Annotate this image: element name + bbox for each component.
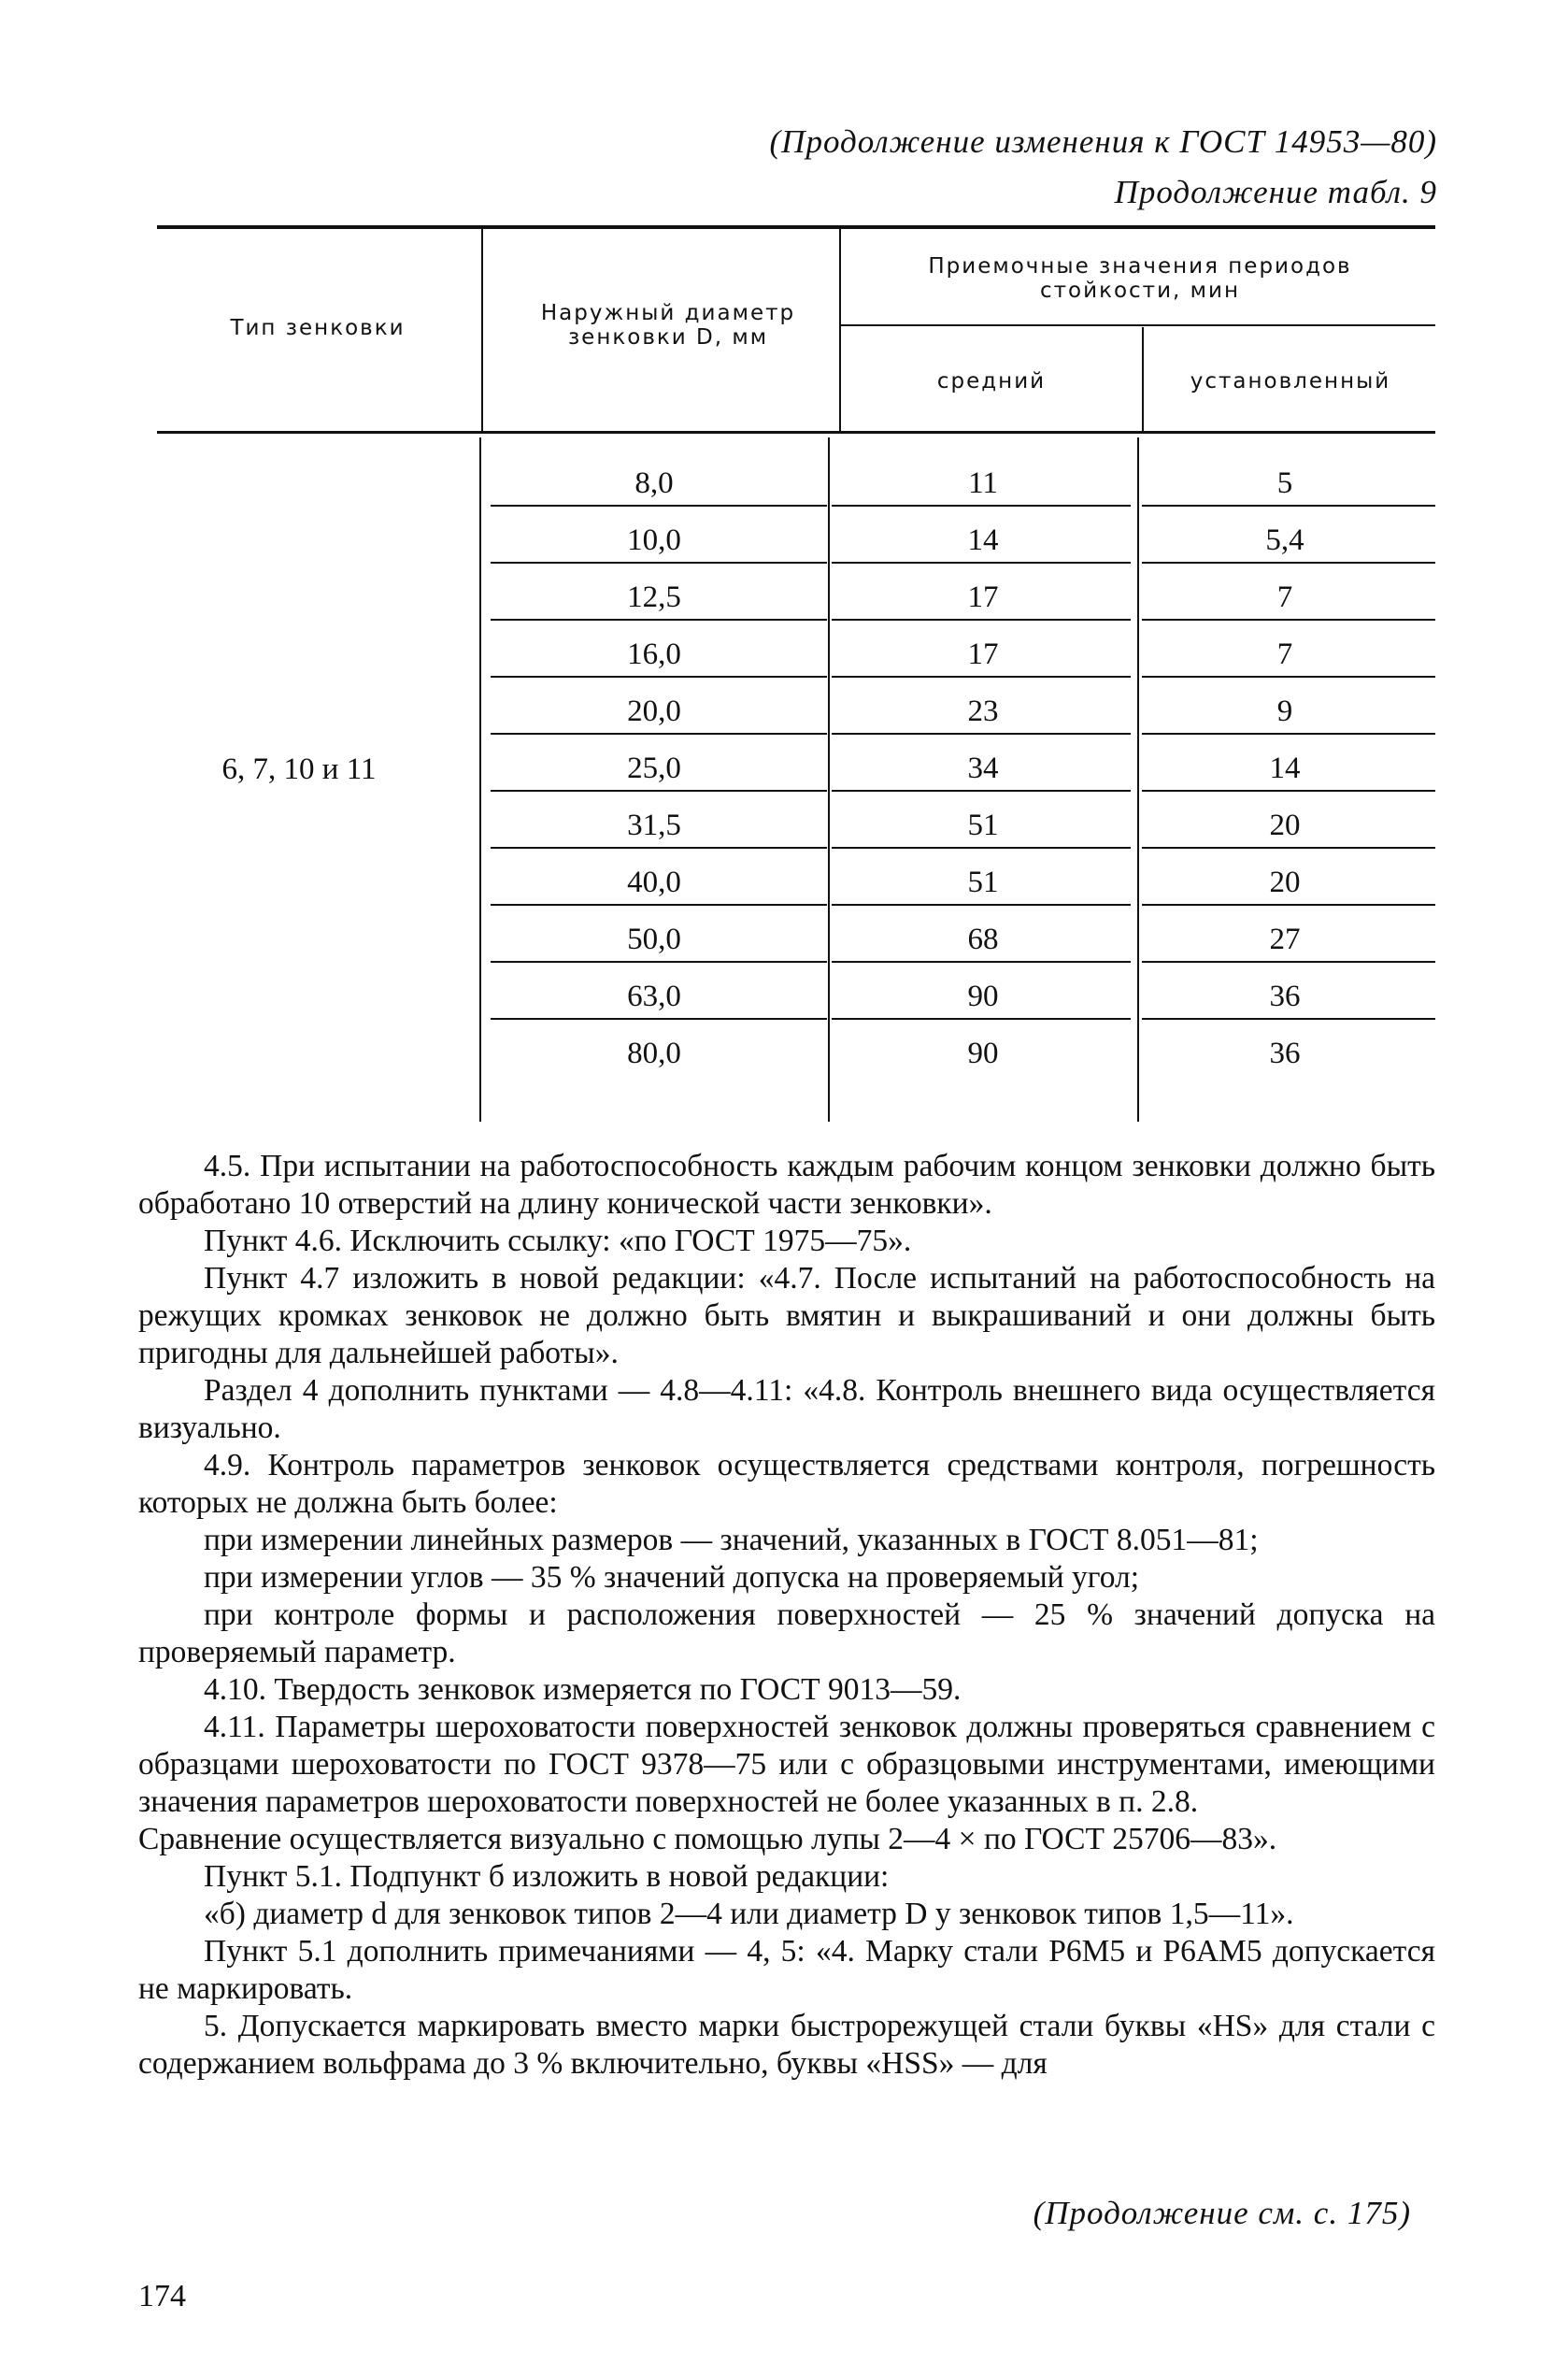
paragraph: при контроле формы и расположения поверхностей — 25 % значений допуска на проверяемый параметр.	[138, 1597, 1435, 1669]
type-cell: 6, 7, 10 и 11	[221, 752, 377, 786]
row-rule	[491, 790, 827, 792]
diameter-cell: 50,0	[627, 923, 681, 956]
row-rule	[491, 904, 827, 906]
row-rule	[1142, 904, 1435, 906]
set-cell: 14	[1269, 752, 1301, 785]
row-rule	[491, 676, 827, 678]
paragraph: при измерении линейных размеров — значений, указанных в ГОСТ 8.051—81;	[204, 1523, 1259, 1557]
set-cell: 7	[1276, 637, 1293, 671]
table-continuation-label: Продолжение табл. 9	[1114, 174, 1437, 210]
paragraph: 5. Допускается маркировать вместо марки быстрорежущей стали буквы «HS» для стали с содержанием вольфрама до 3 % включительно, буквы «HSS» — для	[138, 2009, 1435, 2081]
row-rule	[832, 562, 1131, 564]
row-rule	[1142, 1018, 1435, 1020]
row-rule	[491, 733, 827, 735]
paragraph: при измерении углов — 35 % значений допуска на проверяемый угол;	[204, 1560, 1140, 1595]
paragraph: Пункт 5.1 дополнить примечаниями — 4, 5: «4. Марку стали Р6М5 и Р6АМ5 допускается не маркировать.	[138, 1934, 1435, 2006]
diameter-cell: 16,0	[627, 637, 681, 671]
paragraph: Пункт 4.7 изложить в новой редакции: «4.7. После испытаний на работоспособность на режущих кромках зенковок не должно быть вмятин и выкрашиваний и они должны быть пригодны для дальнейшей работы».	[138, 1261, 1435, 1370]
row-rule	[1142, 676, 1435, 678]
set-cell: 20	[1269, 809, 1301, 842]
row-rule	[1142, 505, 1435, 507]
row-rule	[491, 847, 827, 849]
mean-cell: 51	[967, 866, 999, 899]
body-divider-2	[828, 437, 830, 1122]
row-rule	[832, 733, 1131, 735]
row-rule	[1142, 961, 1435, 963]
paragraph: Сравнение осуществляется визуально с помощью лупы 2—4 × по ГОСТ 25706—83».	[138, 1822, 1277, 1856]
mean-cell: 17	[967, 580, 999, 614]
mean-cell: 68	[967, 923, 999, 956]
row-rule	[491, 562, 827, 564]
paragraph: Пункт 4.6. Исключить ссылку: «по ГОСТ 1975—75».	[204, 1224, 912, 1258]
row-rule	[832, 847, 1131, 849]
diameter-cell: 8,0	[634, 466, 674, 500]
mean-cell: 23	[967, 695, 999, 728]
set-cell: 36	[1269, 1037, 1301, 1070]
paragraph: 4.10. Твердость зенковок измеряется по ГОСТ 9013—59.	[204, 1672, 962, 1707]
header-divider-3	[1142, 327, 1144, 431]
table-top-rule	[157, 225, 1435, 229]
body-text	[138, 1148, 1435, 2083]
diameter-cell: 25,0	[627, 752, 681, 785]
paragraph: 4.11. Параметры шероховатости поверхностей зенковок должны проверяться сравнением с образцами шероховатости по ГОСТ 9378—75 или с образцовыми инструментами, имеющими значения параметров шероховатости поверхностей не более указанных в п. 2.8.	[138, 1710, 1435, 1819]
continuation-header: (Продолжение изменения к ГОСТ 14953—80)	[769, 123, 1437, 160]
diameter-cell: 10,0	[627, 523, 681, 557]
row-rule	[491, 1018, 827, 1020]
set-cell: 5,4	[1265, 523, 1304, 557]
continuation-footer: (Продолжение см. с. 175)	[1033, 2195, 1411, 2231]
paragraph: 4.9. Контроль параметров зенковок осуществляется средствами контроля, погрешность которых не должна быть более:	[138, 1448, 1435, 1520]
diameter-cell: 80,0	[627, 1037, 681, 1070]
mean-cell: 51	[967, 809, 999, 842]
mean-cell: 14	[967, 523, 999, 557]
set-cell: 20	[1269, 866, 1301, 899]
row-rule	[491, 505, 827, 507]
paragraph: Раздел 4 дополнить пунктами — 4.8—4.11: «4.8. Контроль внешнего вида осуществляется визуально.	[138, 1373, 1435, 1445]
body-divider-1	[479, 437, 481, 1122]
header-divider-2	[839, 229, 841, 431]
diameter-cell: 20,0	[627, 695, 681, 728]
page-number: 174	[138, 2279, 186, 2313]
column-header-type: Тип зенковки	[230, 316, 406, 340]
row-rule	[491, 961, 827, 963]
mean-cell: 90	[967, 980, 999, 1013]
mean-cell: 34	[967, 752, 999, 785]
paragraph: Пункт 5.1. Подпункт б изложить в новой редакции:	[204, 1859, 890, 1894]
mean-cell: 17	[967, 637, 999, 671]
diameter-cell: 40,0	[627, 866, 681, 899]
column-header-mean: средний	[936, 369, 1047, 394]
row-rule	[1142, 790, 1435, 792]
set-cell: 36	[1269, 980, 1301, 1013]
paragraph: «б) диаметр d для зенковок типов 2—4 или диаметр D у зенковок типов 1,5—11».	[204, 1897, 1294, 1931]
diameter-cell: 31,5	[627, 809, 681, 842]
mean-cell: 11	[968, 466, 998, 500]
diameter-cell: 12,5	[627, 580, 681, 614]
column-header-diameter: Наружный диаметр зенковки D, мм	[540, 301, 796, 350]
header-divider-1	[481, 229, 483, 431]
set-cell: 5	[1276, 466, 1293, 500]
set-cell: 9	[1276, 695, 1293, 728]
row-rule	[1142, 847, 1435, 849]
row-rule	[491, 619, 827, 621]
row-rule	[832, 676, 1131, 678]
column-header-periods: Приемочные значения периодов стойкости, мин	[928, 254, 1352, 303]
diameter-cell: 63,0	[627, 980, 681, 1013]
row-rule	[832, 505, 1131, 507]
paragraph: 4.5. При испытании на работоспособность каждым рабочим концом зенковки должно быть обработано 10 отверстий на длину конической части зенковки».	[138, 1149, 1435, 1221]
row-rule	[832, 904, 1131, 906]
row-rule	[832, 961, 1131, 963]
periods-sub-rule	[841, 324, 1435, 326]
row-rule	[1142, 619, 1435, 621]
column-header-set: установленный	[1190, 369, 1391, 394]
mean-cell: 90	[967, 1037, 999, 1070]
table-header-rule	[157, 431, 1435, 434]
row-rule	[1142, 733, 1435, 735]
row-rule	[832, 1018, 1131, 1020]
set-cell: 7	[1276, 580, 1293, 614]
set-cell: 27	[1269, 923, 1301, 956]
row-rule	[1142, 562, 1435, 564]
body-divider-3	[1137, 437, 1139, 1122]
row-rule	[832, 790, 1131, 792]
row-rule	[832, 619, 1131, 621]
